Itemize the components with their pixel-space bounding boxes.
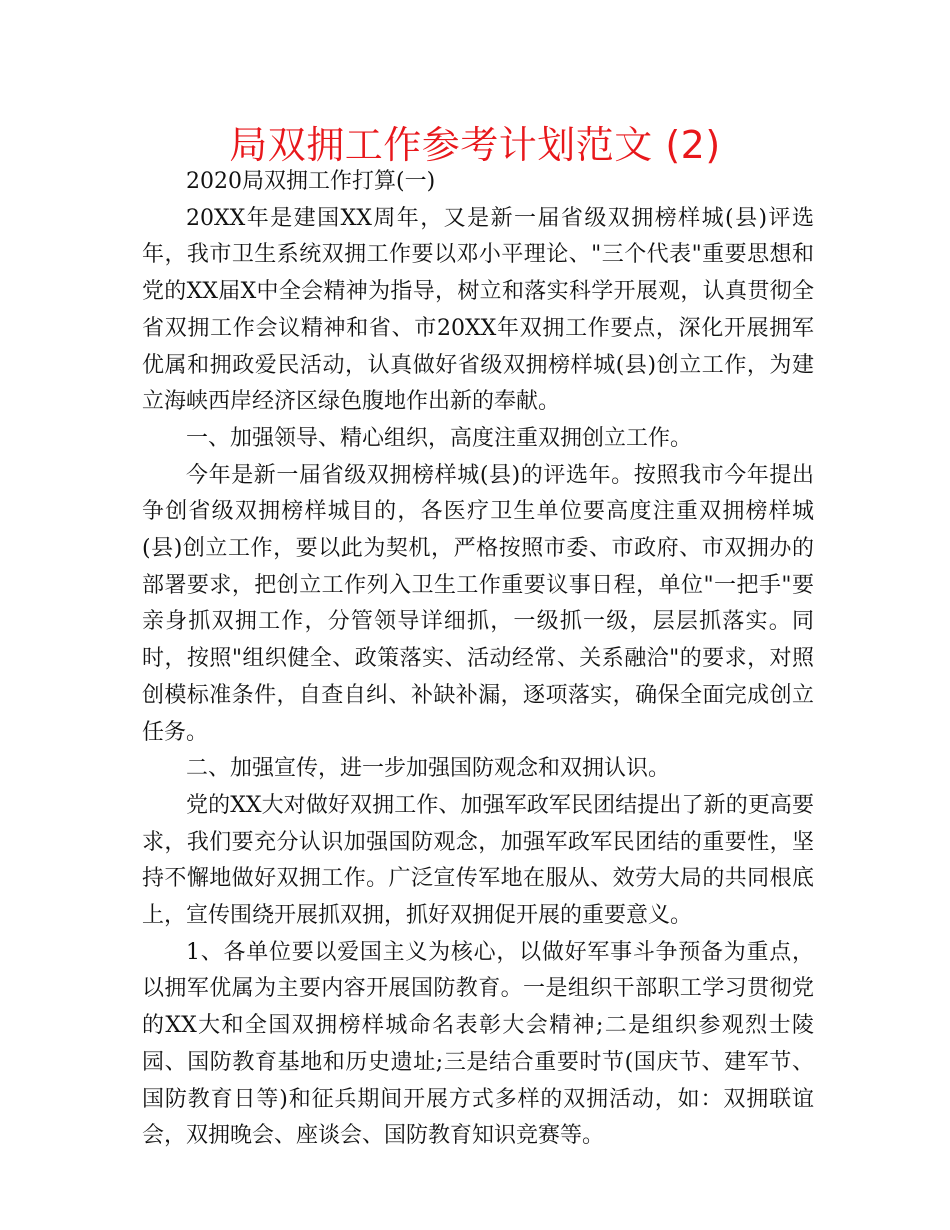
- paragraph-section-1: 今年是新一届省级双拥榜样城(县)的评选年。按照我市今年提出争创省级双拥榜样城目的，各医疗卫生单位要高度注重双拥榜样城(县)创立工作，要以此为契机，严格按照市委、市政府、市双拥办的部署要求，把创立工作列入卫生工作重要议事日程，单位"一把手"要亲身抓双拥工作，分管领导详细抓，一级抓一级，层层抓落实。同时，按照"组织健全、政策落实、活动经常、关系融洽"的要求，对照创模标准条件，自查自纠、补缺补漏，逐项落实，确保全面完成创立任务。: [142, 462, 814, 745]
- paragraph-subtitle: 2020局双拥工作打算(一): [186, 169, 436, 194]
- document-body: [142, 164, 814, 1155]
- paragraph-section-2: 党的XX大对做好双拥工作、加强军政军民团结提出了新的更高要求，我们要充分认识加强国防观念，加强军政军民团结的重要性，坚持不懈地做好双拥工作。广泛宣传军地在服从、效劳大局的共同根底上，宣传围绕开展抓双拥，抓好双拥促开展的重要意义。: [142, 792, 814, 929]
- document-title: 局双拥工作参考计划范文 (2): [229, 123, 721, 167]
- section-heading-2: 二、加强宣传，进一步加强国防观念和双拥认识。: [186, 756, 671, 782]
- paragraph-item-1: 1、各单位要以爱国主义为核心，以做好军事斗争预备为重点，以拥军优属为主要内容开展国防教育。一是组织干部职工学习贯彻党的XX大和全国双拥榜样城命名表彰大会精神;二是组织参观烈士陵园、国防教育基地和历史遗址;三是结合重要时节(国庆节、建军节、国防教育日等)和征兵期间开展方式多样的双拥活动，如：双拥联谊会，双拥晚会、座谈会、国防教育知识竞赛等。: [142, 939, 814, 1149]
- paragraph-intro: 20XX年是建国XX周年，又是新一届省级双拥榜样城(县)评选年，我市卫生系统双拥工作要以邓小平理论、"三个代表"重要思想和党的XX届X中全会精神为指导，树立和落实科学开展观，认真贯彻全省双拥工作会议精神和省、市20XX年双拥工作要点，深化开展拥军优属和拥政爱民活动，认真做好省级双拥榜样城(县)创立工作，为建立海峡西岸经济区绿色腹地作出新的奉献。: [142, 205, 814, 415]
- section-heading-1: 一、加强领导、精心组织，高度注重双拥创立工作。: [186, 425, 693, 451]
